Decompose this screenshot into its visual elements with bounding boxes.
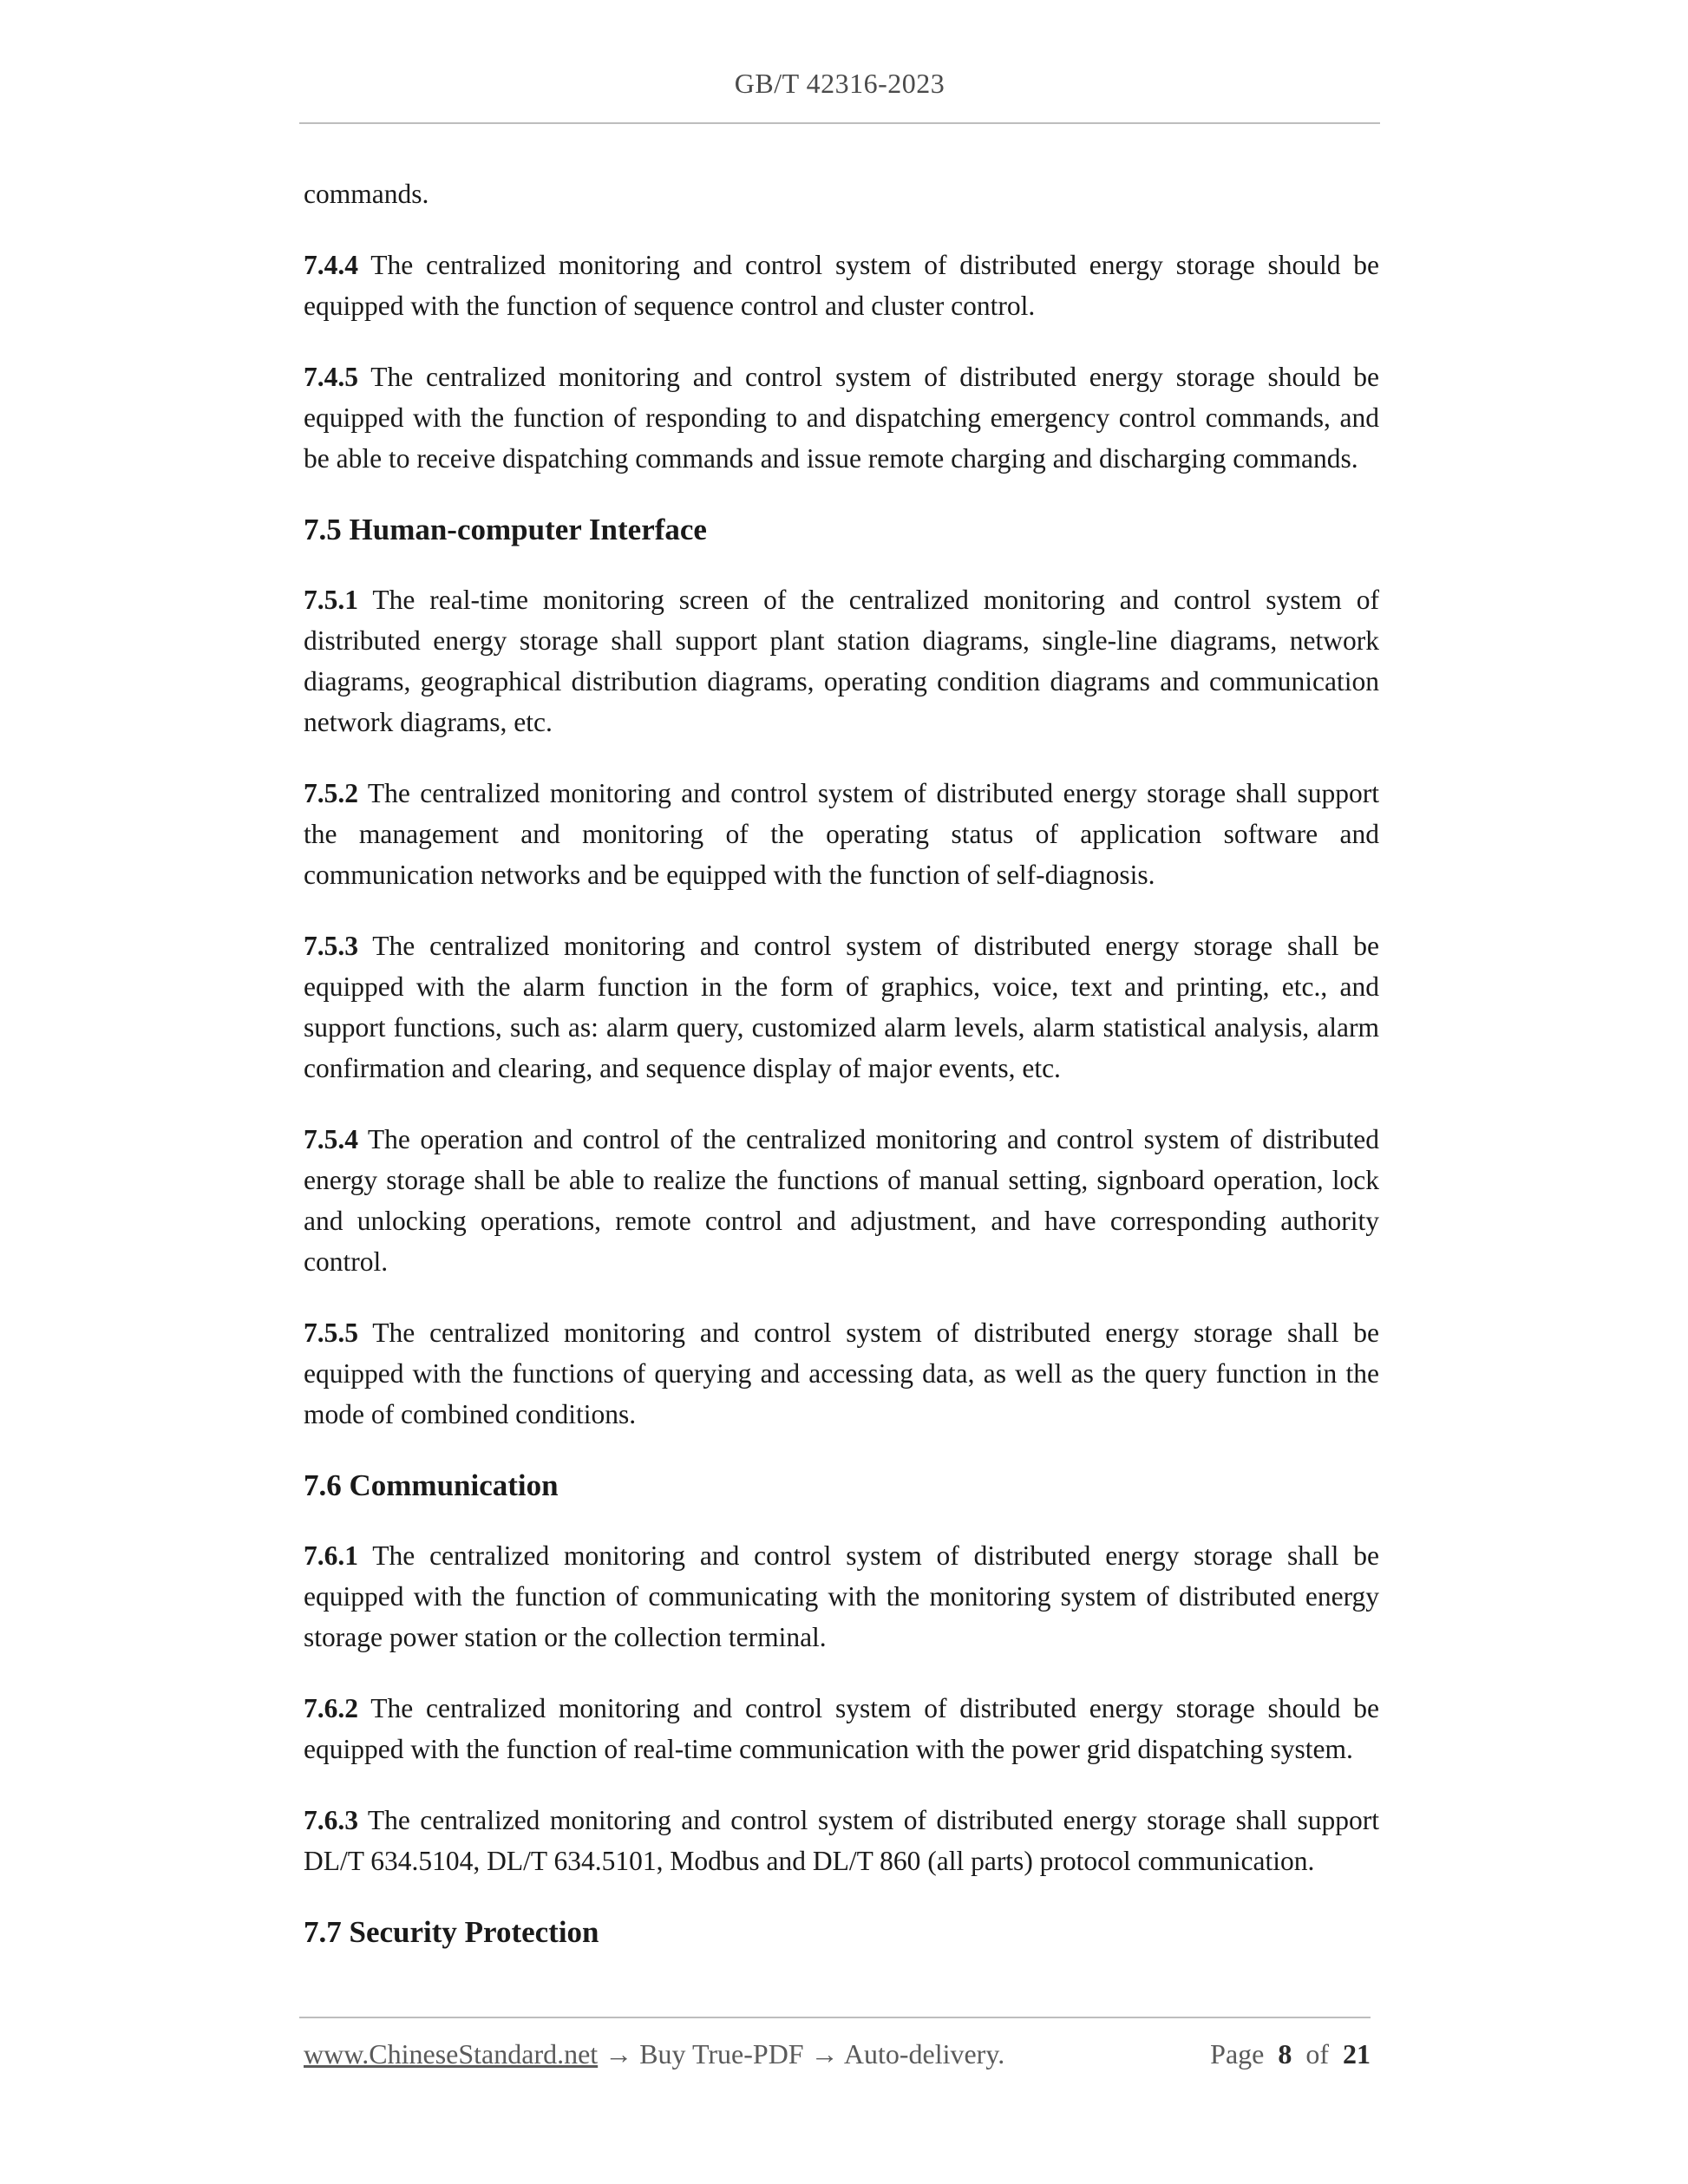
clause-text: The operation and control of the centralized monitoring and control system of distributed energy storage shall be able to realize the functions of manual setting, signboard operation, lock and unlocking operations, remote control and adjustment, and have corresponding authority control. — [304, 1124, 1380, 1277]
clause-text: The centralized monitoring and control system of distributed energy storage should be equipped with the function of real-time communication with the power grid dispatching system. — [304, 1693, 1379, 1764]
page-number: 8 — [1278, 2038, 1292, 2070]
clause-text: The real-time monitoring screen of the centralized monitoring and control system of distributed energy storage shall support plant station diagrams, single-line diagrams, network diagrams, geographical distribution diagrams, operating condition diagrams and communication network diagrams, etc. — [304, 585, 1379, 737]
clause-number: 7.4.4 — [304, 250, 358, 280]
clause-7-4-4 — [304, 245, 1379, 326]
clause-7-6-1 — [304, 1535, 1379, 1658]
clause-number: 7.5.5 — [304, 1318, 358, 1348]
clause-text: The centralized monitoring and control system of distributed energy storage should be equipped with the function of sequence control and cluster control. — [304, 250, 1379, 321]
paragraph-text: commands. — [304, 179, 429, 209]
clause-text: The centralized monitoring and control system of distributed energy storage shall support DL/T 634.5104, DL/T 634.5101, Modbus and DL/T 860 (all parts) protocol communication. — [304, 1805, 1379, 1876]
clause-number: 7.5.4 — [304, 1124, 358, 1154]
clause-text: The centralized monitoring and control system of distributed energy storage shall be equipped with the function of communicating with the monitoring system of distributed energy storage power station or the collection terminal. — [304, 1540, 1379, 1652]
document-header: GB/T 42316-2023 — [734, 68, 945, 99]
clause-text: The centralized monitoring and control system of distributed energy storage shall support the management and monitoring of the operating status of application software and communication networks and be equipped with the function of self-diagnosis. — [304, 778, 1379, 890]
clause-text: The centralized monitoring and control system of distributed energy storage should be equipped with the function of responding to and dispatching emergency control commands, and be able to receive dispatching commands and issue remote charging and discharging commands. — [304, 362, 1379, 474]
page-label: Page — [1210, 2038, 1265, 2070]
clause-7-5-1 — [304, 579, 1379, 742]
clause-text: The centralized monitoring and control system of distributed energy storage shall be equipped with the alarm function in the form of graphics, voice, text and printing, etc., and support functions, such as: alarm query, customized alarm levels, alarm statistical analysis, alarm confirmation and clearing, and sequence display of major events, etc. — [304, 931, 1379, 1083]
clause-7-5-2 — [304, 773, 1379, 895]
page-indicator — [1210, 2038, 1371, 2070]
clause-7-5-5 — [304, 1312, 1379, 1435]
clause-number: 7.4.5 — [304, 362, 358, 392]
of-label: of — [1305, 2038, 1329, 2070]
clause-number: 7.5.3 — [304, 931, 358, 961]
document-body — [304, 173, 1379, 1982]
clause-7-4-5 — [304, 356, 1379, 479]
section-heading-7-6: 7.6 Communication — [304, 1468, 559, 1502]
footer-tagline: → Buy True-PDF → Auto-delivery. — [598, 2038, 1005, 2070]
clause-7-6-3 — [304, 1800, 1379, 1881]
section-heading-7-7: 7.7 Security Protection — [304, 1915, 599, 1949]
clause-number: 7.6.1 — [304, 1540, 358, 1571]
clause-number: 7.6.2 — [304, 1693, 358, 1723]
clause-text: The centralized monitoring and control system of distributed energy storage shall be equipped with the functions of querying and accessing data, as well as the query function in the mode of combined conditions. — [304, 1318, 1379, 1429]
footer-promo — [304, 2038, 1004, 2070]
clause-7-6-2 — [304, 1688, 1379, 1769]
clause-number: 7.5.1 — [304, 585, 358, 615]
total-pages: 21 — [1343, 2038, 1371, 2070]
clause-number: 7.6.3 — [304, 1805, 358, 1835]
clause-7-5-3 — [304, 925, 1379, 1089]
footer-divider — [299, 2017, 1371, 2018]
paragraph-continuation — [304, 173, 1379, 214]
website-link[interactable]: www.ChineseStandard.net — [304, 2038, 599, 2070]
header-divider — [299, 122, 1380, 124]
section-heading-7-5: 7.5 Human-computer Interface — [304, 513, 707, 546]
clause-7-5-4 — [304, 1119, 1379, 1282]
clause-number: 7.5.2 — [304, 778, 358, 808]
